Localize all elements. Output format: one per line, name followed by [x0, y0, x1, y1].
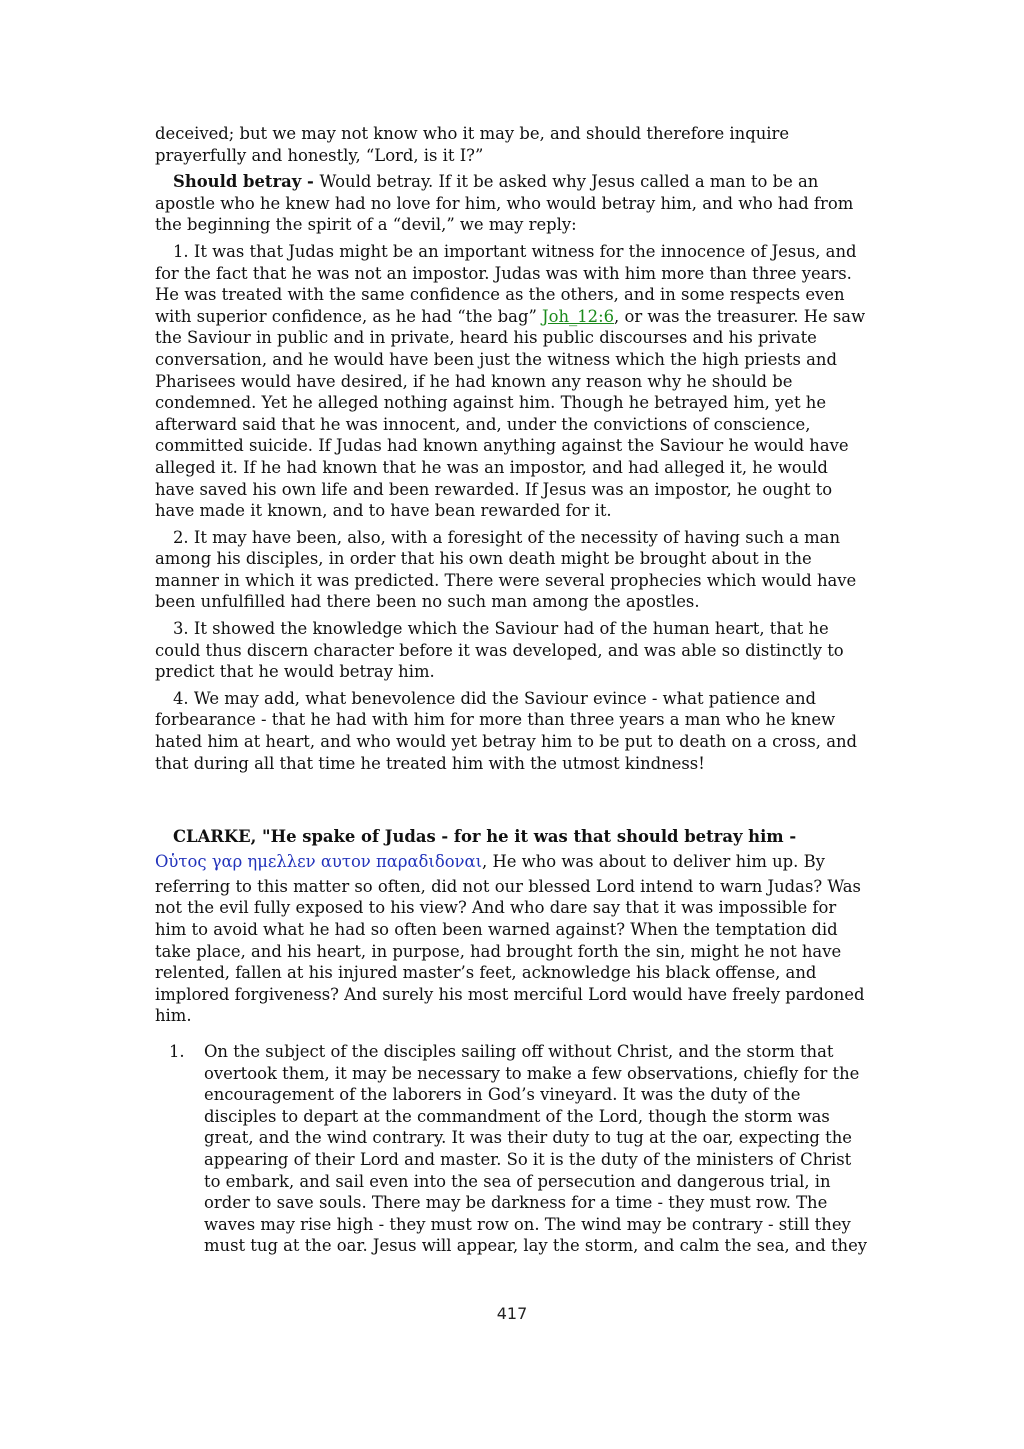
paragraph-continuation: deceived; but we may not know who it may be, and should therefore inquire prayerfully and honestly, “Lord, is it I?”	[155, 124, 790, 165]
paragraph-text: , or was the treasurer. He saw the Saviour in public and in private, heard his public discourses and his private conversation, and he would have been just the witness which the high priests and Pharisees would have desired, if he had known any reason why he should be condemned. Yet he alleged nothing against him. Though he betrayed him, yet he afterward said that he was innocent, and, under the convictions of conscience, committed suicide. If Judas had known anything against the Saviour he would have alleged it. If he had known that he was an impostor, and had alleged it, he would have saved his own life and been rewarded. If Jesus was an impostor, he ought to have made it known, and to have bean rewarded for it.	[155, 306, 866, 521]
scripture-link[interactable]: Joh_12:6	[542, 306, 615, 326]
numbered-list	[155, 1041, 871, 1257]
paragraph-point-4: 4. We may add, what benevolence did the Saviour evince - what patience and forbearance - that he had with him for more than three years a man who he knew hated him at heart, and who would yet betray him to be put to death on a cross, and that during all that time he treated him with the utmost kindness!	[155, 688, 858, 773]
paragraph-should-betray	[155, 171, 871, 236]
greek-text: Οὑτος γαρ ημελλεν αυτον παραδιδοναι	[155, 851, 483, 871]
paragraph-text: Would betray. If it be asked why Jesus called a man to be an apostle who he knew had no love for him, who would betray him, and who had from the beginning the spirit of a “devil,” we may reply:	[155, 172, 854, 235]
term-heading: Should betray -	[173, 172, 320, 192]
clarke-greek-line	[155, 848, 871, 876]
clarke-heading: CLARKE, "He spake of Judas - for he it was that should betray him -	[173, 827, 797, 847]
list-item-text: On the subject of the disciples sailing off without Christ, and the storm that overtook them, it may be necessary to make a few observations, chiefly for the encouragement of the laborers in God’s vineyard. It was the duty of the disciples to depart at the commandment of the Lord, though the storm was great, and the wind contrary. It was their duty to tug at the oar, expecting the appearing of their Lord and master. So it is the duty of the ministers of Christ to embark, and sail even into the sea of persecution and dangerous trial, in order to save souls. There may be darkness for a time - they must row. The waves may rise high - they must row on. The wind may be contrary - still they must tug at the oar. Jesus will appear, lay the storm, and calm the sea, and they	[204, 1041, 868, 1256]
section-gap	[155, 779, 871, 826]
clarke-body: referring to this matter so often, did not our blessed Lord intend to warn Judas? Was not the evil fully exposed to his view? And who dare say that it was impossible for him to avoid what he had so often been warned against? When the temptation did take place, and his heart, in purpose, had brought forth the sin, might he not have relented, fallen at his injured master’s feet, acknowledge his black offense, and implored forgiveness? And surely his most merciful Lord would have freely pardoned him.	[155, 876, 865, 1026]
paragraph-text: , He who was about to deliver him up. By	[482, 851, 825, 871]
paragraph-point-2: 2. It may have been, also, with a foresight of the necessity of having such a man among his disciples, in order that his own death might be brought about in the manner in which it was predicted. There were several prophecies which would have been unfulfilled had there been no such man among the apostles.	[155, 527, 857, 612]
list-item-number: 1.	[169, 1041, 185, 1061]
paragraph-point-3: 3. It showed the knowledge which the Saviour had of the human heart, that he could thus discern character before it was developed, and was able so distinctly to predict that he would betray him.	[155, 619, 844, 682]
list-item	[155, 1041, 871, 1257]
page-number: 417	[496, 1304, 528, 1323]
paragraph-text: 1. It was that Judas might be an important witness for the innocence of Jesus, and for the fact that he was not an impostor. Judas was with him more than three years. He was treated with the same confidence as the others, and in some respects even with superior confidence, as he had “the bag”	[155, 241, 857, 326]
document-page	[155, 123, 871, 1257]
paragraph-point-1	[155, 241, 871, 522]
